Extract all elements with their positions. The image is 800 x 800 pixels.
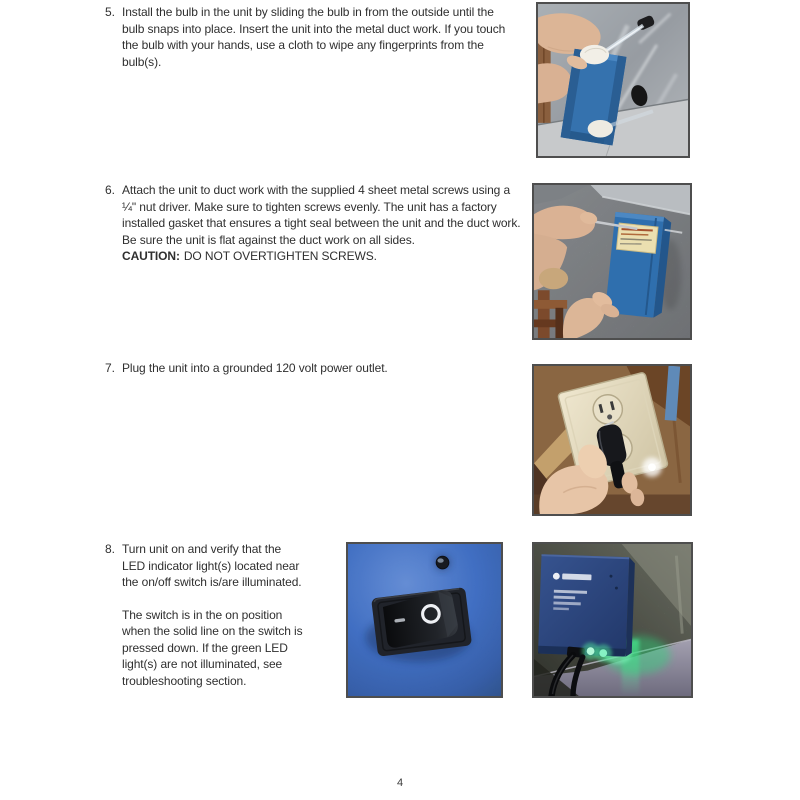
led-indicator-photo [532,542,693,698]
caution-label: CAUTION: [122,249,180,263]
step-7-number: 7. [105,361,115,375]
uv-unit [538,554,635,657]
step-8 [105,541,306,689]
power-outlet-photo [532,364,692,516]
uv-unit [605,212,672,319]
step-6-number: 6. [105,183,115,197]
step-7-text: Plug the unit into a grounded 120 volt power outlet. [122,361,388,375]
step-6 [105,182,521,265]
pipe-elbow [539,268,568,289]
caution-text: DO NOT OVERTIGHTEN SCREWS. [183,249,377,263]
power-switch-photo [346,542,503,698]
step-5 [105,4,517,70]
led-indicator [599,649,607,657]
step-5-number: 5. [105,5,115,19]
step-7 [105,360,535,377]
power-switch-illustration [348,544,501,696]
install-bulb-illustration [538,4,688,156]
rocker-switch[interactable] [371,587,472,657]
led-indicator [587,647,595,655]
step-8-paragraph-1: Turn unit on and verify that the LED indicator light(s) located near the on/off switch is/are illuminated. [122,542,302,589]
page-number: 4 [396,777,404,789]
attach-screws-photo [532,183,692,340]
power-outlet-illustration [534,366,690,514]
step-8-number: 8. [105,542,115,556]
install-bulb-photo [536,2,690,158]
attach-screws-illustration [534,185,690,338]
panel-screw [436,556,449,569]
step-8-paragraph-2: The switch is in the on position when the solid line on the switch is pressed down. If the green LED light(s) are not illuminated, see troubleshooting section. [122,607,303,688]
cloth-bottom [588,120,613,138]
caution-note [122,248,521,265]
step-5-text: Install the bulb in the unit by sliding the bulb in from the outside until the bulb snaps into place. Insert the unit into the metal duct work. If you touch the bulb with your hands, use a cloth to wipe any fingerprints from the bulb(s). [122,5,506,69]
step-6-text: Attach the unit to duct work with the supplied 4 sheet metal screws using a ¼" nut driver. Make sure to tighten screws evenly. The unit has a factory installed gasket that ensures a tight seal between the unit and the duct work. Be sure the unit is flat against the duct work on all sides. [122,183,521,247]
led-indicator-illustration [534,544,691,696]
